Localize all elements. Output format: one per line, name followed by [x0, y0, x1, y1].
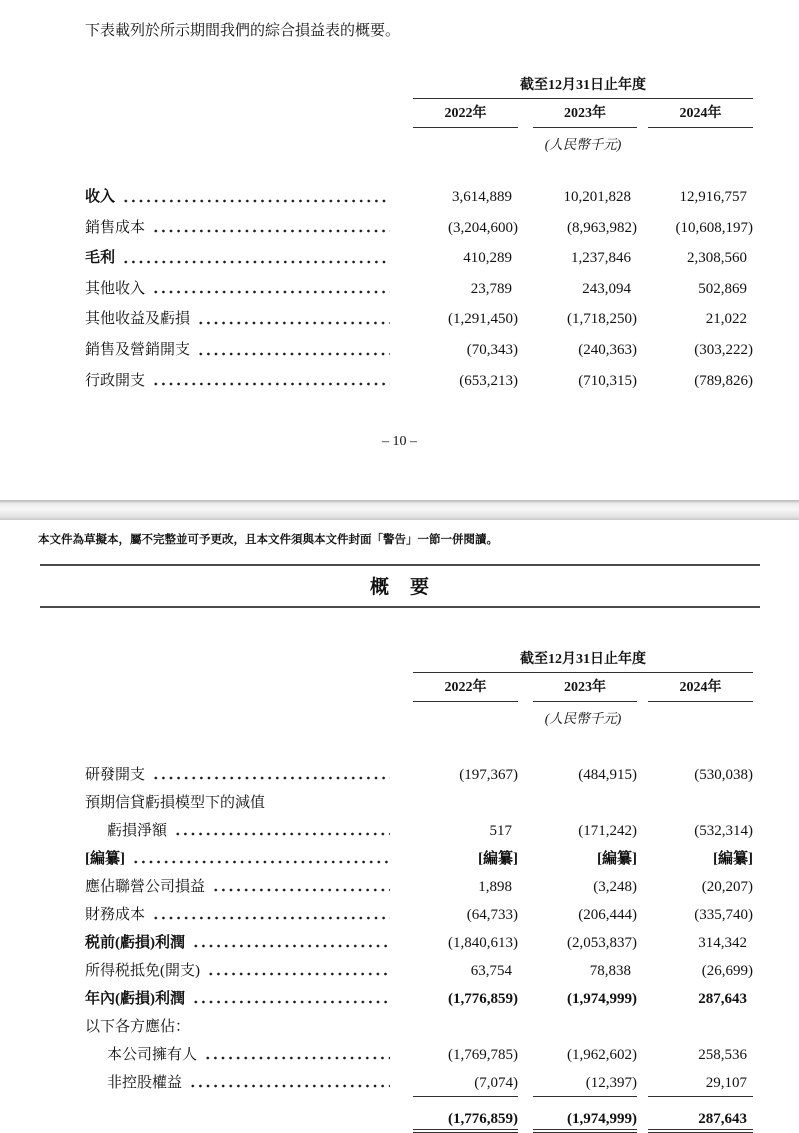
row-label: 所得税抵免(開支) [85, 963, 200, 979]
value-cell: 1,898 [478, 879, 512, 895]
table-row [85, 845, 753, 873]
year-header: 2024年 [648, 102, 753, 128]
value-cell: 23,789 [470, 280, 512, 297]
table-row [85, 873, 753, 901]
dot-leader [150, 213, 390, 244]
value-cell: 63,754 [470, 963, 512, 979]
value-cell: (3,248) [593, 879, 637, 895]
value-cell: (20,207) [701, 879, 753, 895]
table-header [413, 74, 753, 153]
value-cell: (335,740) [694, 907, 753, 923]
value-cell: (303,222) [694, 341, 753, 358]
row-label: 税前(虧損)利潤 [85, 935, 185, 951]
table-row [85, 1069, 753, 1097]
row-label-box [85, 985, 390, 1013]
row-label-box [85, 1069, 390, 1097]
row-label-box [85, 761, 390, 789]
dot-leader [195, 335, 390, 366]
value-cell: (532,314) [694, 823, 753, 839]
table-row [85, 274, 753, 305]
table-row [85, 929, 753, 957]
table-body [85, 182, 753, 396]
row-label: 財務成本 [85, 907, 146, 923]
value-cell: [編纂] [713, 851, 753, 867]
value-cell: 2,308,560 [687, 250, 747, 267]
value-cell: (206,444) [578, 907, 637, 923]
table-body [85, 761, 753, 1133]
dot-leader [210, 873, 390, 901]
row-label: 銷售及營銷開支 [85, 341, 191, 358]
value-cell: (171,242) [578, 823, 637, 839]
income-statement-table-continued [85, 648, 753, 1133]
row-label-box [85, 1105, 390, 1133]
row-label: 以下各方應佔： [85, 1019, 191, 1035]
value-cell: 517 [489, 823, 512, 839]
table-row [85, 213, 753, 244]
table-row [85, 182, 753, 213]
year-header: 2022年 [413, 102, 518, 128]
dot-leader [190, 985, 390, 1013]
value-cell: [編纂] [597, 851, 637, 867]
row-label: [編纂] [85, 851, 125, 867]
value-cell: (1,840,613) [448, 935, 518, 951]
row-label-box [85, 873, 390, 901]
table-row [85, 243, 753, 274]
currency-unit-label: (人民幣千元) [544, 711, 622, 726]
table-row [85, 366, 753, 397]
value-cell: (3,204,600) [448, 219, 518, 236]
value-cell: 287,643 [648, 1105, 753, 1133]
value-cell: 314,342 [698, 935, 747, 951]
value-cell: (26,699) [701, 963, 753, 979]
value-cell: 502,869 [698, 280, 747, 297]
value-cell: (484,915) [578, 767, 637, 783]
row-label: 其他收益及虧損 [85, 311, 191, 328]
period-header: 截至12月31日止年度 [413, 74, 753, 99]
value-cell: [編纂] [478, 851, 518, 867]
header-rule-top [40, 564, 760, 566]
section-title: 概 要 [369, 577, 430, 598]
row-label-box [85, 243, 390, 274]
value-cell: 29,107 [648, 1069, 753, 1097]
row-label: 研發開支 [85, 767, 146, 783]
prospectus-page-10 [0, 0, 799, 500]
value-cell: (710,315) [578, 372, 637, 389]
year-header: 2022年 [413, 676, 518, 702]
dot-leader [120, 182, 390, 213]
table-row [85, 901, 753, 929]
value-cell: (1,776,859) [448, 991, 518, 1007]
row-label: 銷售成本 [85, 219, 146, 236]
table-header [413, 648, 753, 727]
value-cell: 243,094 [582, 280, 631, 297]
value-cell: (1,291,450) [448, 311, 518, 328]
row-label-box [85, 817, 390, 845]
year-header: 2024年 [648, 676, 753, 702]
table-row [85, 985, 753, 1013]
table-row [85, 957, 753, 985]
table-row [85, 1105, 753, 1133]
row-label-box [85, 304, 390, 335]
table-row [85, 335, 753, 366]
year-header: 2023年 [533, 676, 637, 702]
dot-leader [205, 957, 390, 985]
row-label: 收入 [85, 189, 116, 205]
row-label-box [85, 182, 390, 213]
value-cell: 287,643 [698, 991, 747, 1007]
section-header [40, 564, 760, 608]
year-header: 2023年 [533, 102, 637, 128]
dot-leader [202, 1041, 390, 1069]
row-label: 虧損淨額 [107, 823, 168, 839]
period-header: 截至12月31日止年度 [413, 648, 753, 673]
value-cell: 410,289 [463, 250, 512, 267]
value-cell: (12,397) [533, 1069, 637, 1097]
page-break-divider [0, 500, 799, 520]
value-cell: (530,038) [694, 767, 753, 783]
table-row [85, 304, 753, 335]
dot-leader [187, 1069, 390, 1097]
value-cell: (10,608,197) [675, 219, 753, 236]
value-cell: 21,022 [705, 311, 747, 328]
table-row [85, 789, 753, 817]
table-row [85, 817, 753, 845]
row-label-box [85, 1041, 390, 1069]
row-label-box [85, 274, 390, 305]
row-label-box [85, 957, 390, 985]
dot-leader [120, 243, 390, 274]
dot-leader [172, 817, 390, 845]
value-cell: (1,776,859) [413, 1105, 518, 1133]
value-cell: 10,201,828 [563, 189, 631, 205]
dot-leader [150, 761, 390, 789]
value-cell: (789,826) [694, 372, 753, 389]
value-cell: (64,733) [466, 907, 518, 923]
value-cell: 12,916,757 [679, 189, 747, 205]
dot-leader [150, 366, 390, 397]
income-statement-table-top [85, 74, 753, 396]
value-cell: 78,838 [589, 963, 631, 979]
value-cell: 3,614,889 [452, 189, 512, 205]
page-number: – 10 – [382, 434, 417, 450]
dot-leader [150, 901, 390, 929]
value-cell: 258,536 [698, 1047, 747, 1063]
value-cell: (70,343) [466, 341, 518, 358]
row-label: 預期信貸虧損模型下的減值 [85, 795, 266, 811]
row-label-box [85, 335, 390, 366]
header-rule-bottom [40, 606, 760, 608]
row-label-box [85, 901, 390, 929]
row-label: 非控股權益 [107, 1075, 183, 1091]
table-row [85, 1041, 753, 1069]
row-label-box [85, 1013, 390, 1041]
row-label: 年內(虧損)利潤 [85, 991, 185, 1007]
row-label: 本公司擁有人 [107, 1047, 198, 1063]
value-cell: (1,718,250) [567, 311, 637, 328]
value-cell: (2,053,837) [567, 935, 637, 951]
value-cell: (7,074) [413, 1069, 518, 1097]
value-cell: (8,963,982) [567, 219, 637, 236]
value-cell: 1,237,846 [571, 250, 631, 267]
row-label-box [85, 845, 390, 873]
dot-leader [150, 274, 390, 305]
row-label-box [85, 789, 390, 817]
year-header-row [413, 676, 753, 702]
dot-leader [190, 929, 390, 957]
value-cell: (653,213) [459, 372, 518, 389]
value-cell: (1,974,999) [567, 991, 637, 1007]
row-label-box [85, 929, 390, 957]
row-label: 行政開支 [85, 372, 146, 389]
table-row [85, 761, 753, 789]
value-cell: (240,363) [578, 341, 637, 358]
dot-leader [130, 845, 390, 873]
dot-leader [195, 304, 390, 335]
row-label: 應佔聯營公司損益 [85, 879, 206, 895]
currency-unit-label: (人民幣千元) [544, 137, 622, 152]
row-label-box [85, 366, 390, 397]
year-header-row [413, 102, 753, 128]
draft-disclaimer: 本文件為草擬本，屬不完整並可予更改，且本文件須與本文件封面「警告」一節一併閱讀。 [38, 534, 498, 546]
prospectus-page-summary [0, 520, 799, 1133]
table-row [85, 1013, 753, 1041]
row-label-box [85, 213, 390, 244]
value-cell: (1,962,602) [567, 1047, 637, 1063]
intro-paragraph: 下表載列於所示期間我們的綜合損益表的概要。 [85, 23, 401, 39]
value-cell: (1,974,999) [533, 1105, 637, 1133]
value-cell: (197,367) [459, 767, 518, 783]
row-label: 毛利 [85, 250, 116, 267]
row-label: 其他收入 [85, 280, 146, 297]
value-cell: (1,769,785) [448, 1047, 518, 1063]
